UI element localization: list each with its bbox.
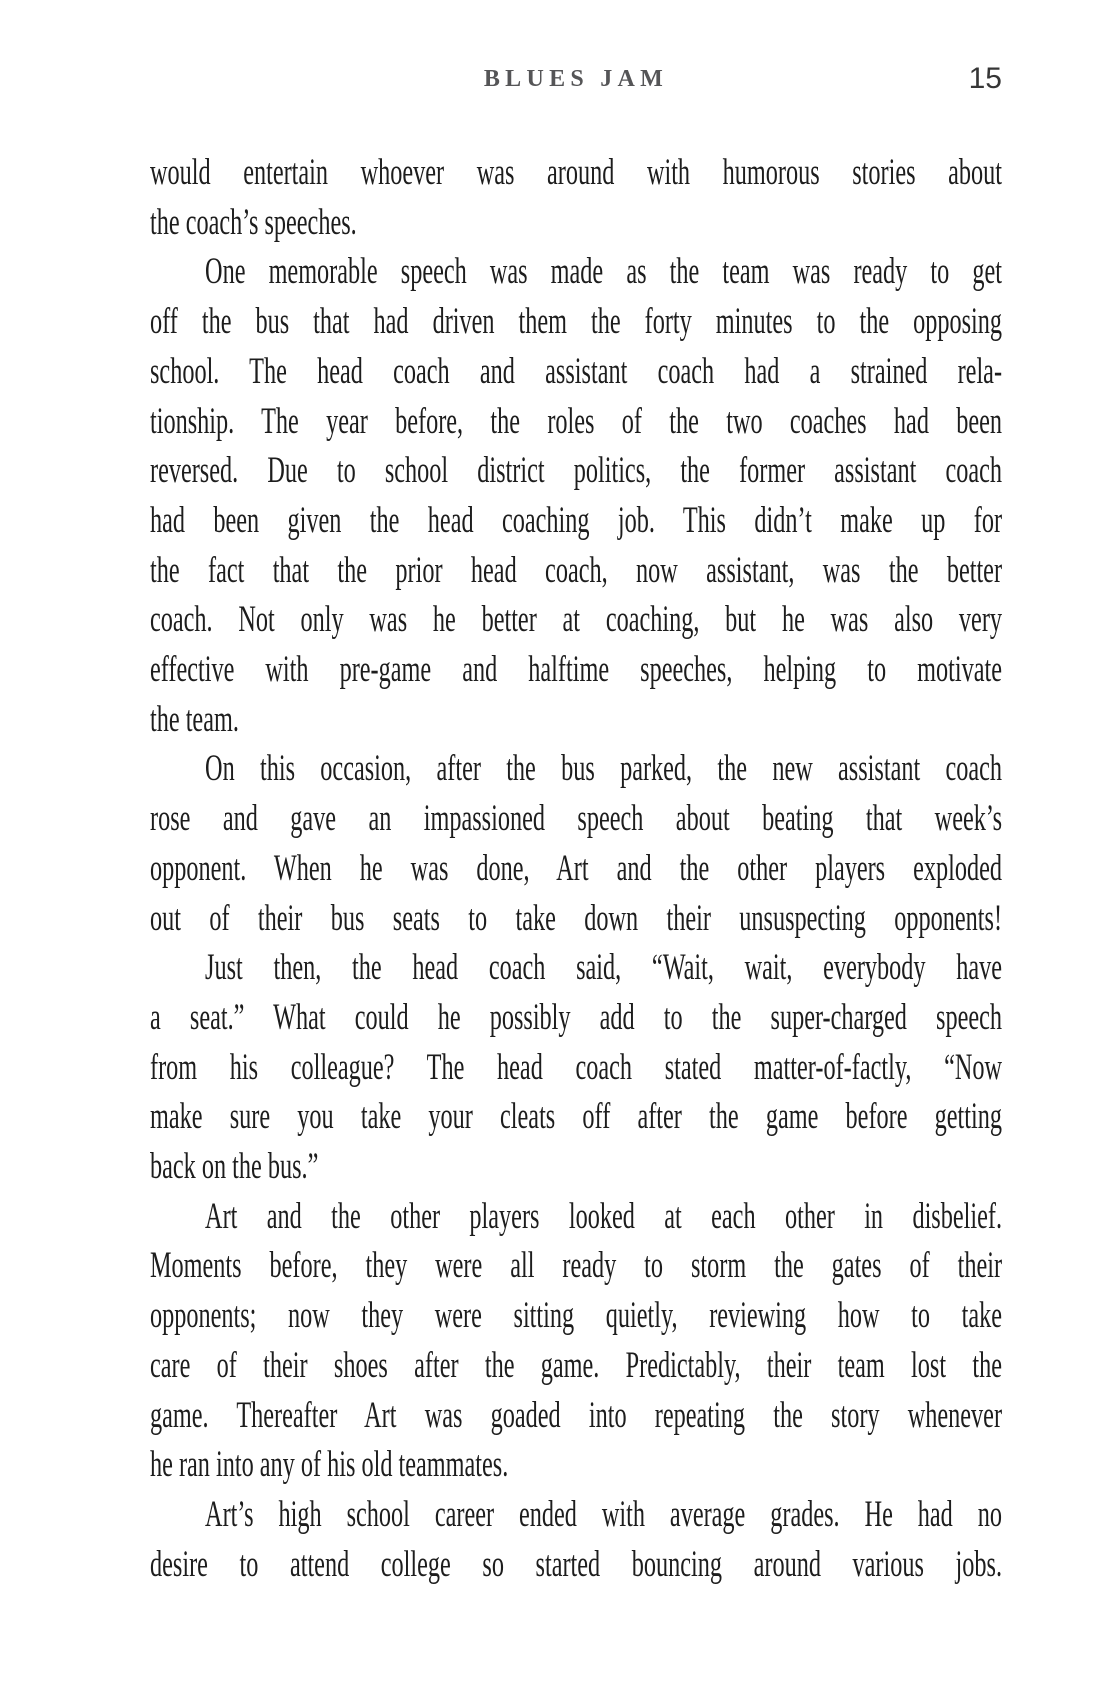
text-line: Moments before, they were all ready to storm the gates of their <box>150 1245 1003 1287</box>
text-line: On this occasion, after the bus parked, the new assistant coach <box>205 748 1003 790</box>
text-line: care of their shoes after the game. Predictably, their team lost the <box>150 1344 1003 1386</box>
text-line: Art and the other players looked at each other in disbelief. <box>205 1195 1003 1237</box>
text-line: back on the bus.” <box>150 1146 319 1188</box>
text-line: tionship. The year before, the roles of the two coaches had been <box>150 400 1003 442</box>
text-line: the team. <box>150 698 239 740</box>
text-line: the fact that the prior head coach, now assistant, was the better <box>150 549 1003 591</box>
text-line: would entertain whoever was around with humorous stories about <box>150 152 1003 193</box>
text-line: a seat.” What could he possibly add to the super-charged speech <box>150 996 1003 1038</box>
text-line: reversed. Due to school district politics, the former assistant coach <box>150 450 1003 492</box>
text-line: effective with pre-game and halftime speeches, helping to motivate <box>150 649 1003 691</box>
text-line: school. The head coach and assistant coach had a strained rela- <box>150 350 1003 392</box>
text-line: rose and gave an impassioned speech about beating that week’s <box>150 798 1003 840</box>
text-line: coach. Not only was he better at coaching, but he was also very <box>150 599 1003 641</box>
text-line: make sure you take your cleats off after the game before getting <box>150 1096 1003 1138</box>
text-line: game. Thereafter Art was goaded into repeating the story whenever <box>150 1394 1003 1436</box>
text-line: opponents; now they were sitting quietly, reviewing how to take <box>150 1295 1003 1337</box>
text-line: the coach’s speeches. <box>150 201 357 243</box>
running-head <box>150 0 1002 120</box>
text-line: Art’s high school career ended with average grades. He had no <box>205 1493 1003 1535</box>
page-number: 15 <box>968 62 1002 95</box>
body-text <box>150 148 1002 1589</box>
text-line: off the bus that had driven them the forty minutes to the opposing <box>150 301 1003 343</box>
text-line: One memorable speech was made as the team was ready to get <box>205 251 1003 293</box>
text-line: had been given the head coaching job. This didn’t make up for <box>150 499 1003 541</box>
text-line: he ran into any of his old teammates. <box>150 1444 509 1486</box>
text-line: Just then, the head coach said, “Wait, wait, everybody have <box>205 947 1003 989</box>
running-header-title: BLUES JAM <box>483 66 669 92</box>
text-line: desire to attend college so started bouncing around various jobs. <box>150 1543 1003 1585</box>
text-line: out of their bus seats to take down their unsuspecting opponents! <box>150 897 1003 939</box>
text-line: opponent. When he was done, Art and the other players exploded <box>150 847 1003 889</box>
text-line: from his colleague? The head coach stated matter-of-factly, “Now <box>150 1046 1003 1088</box>
